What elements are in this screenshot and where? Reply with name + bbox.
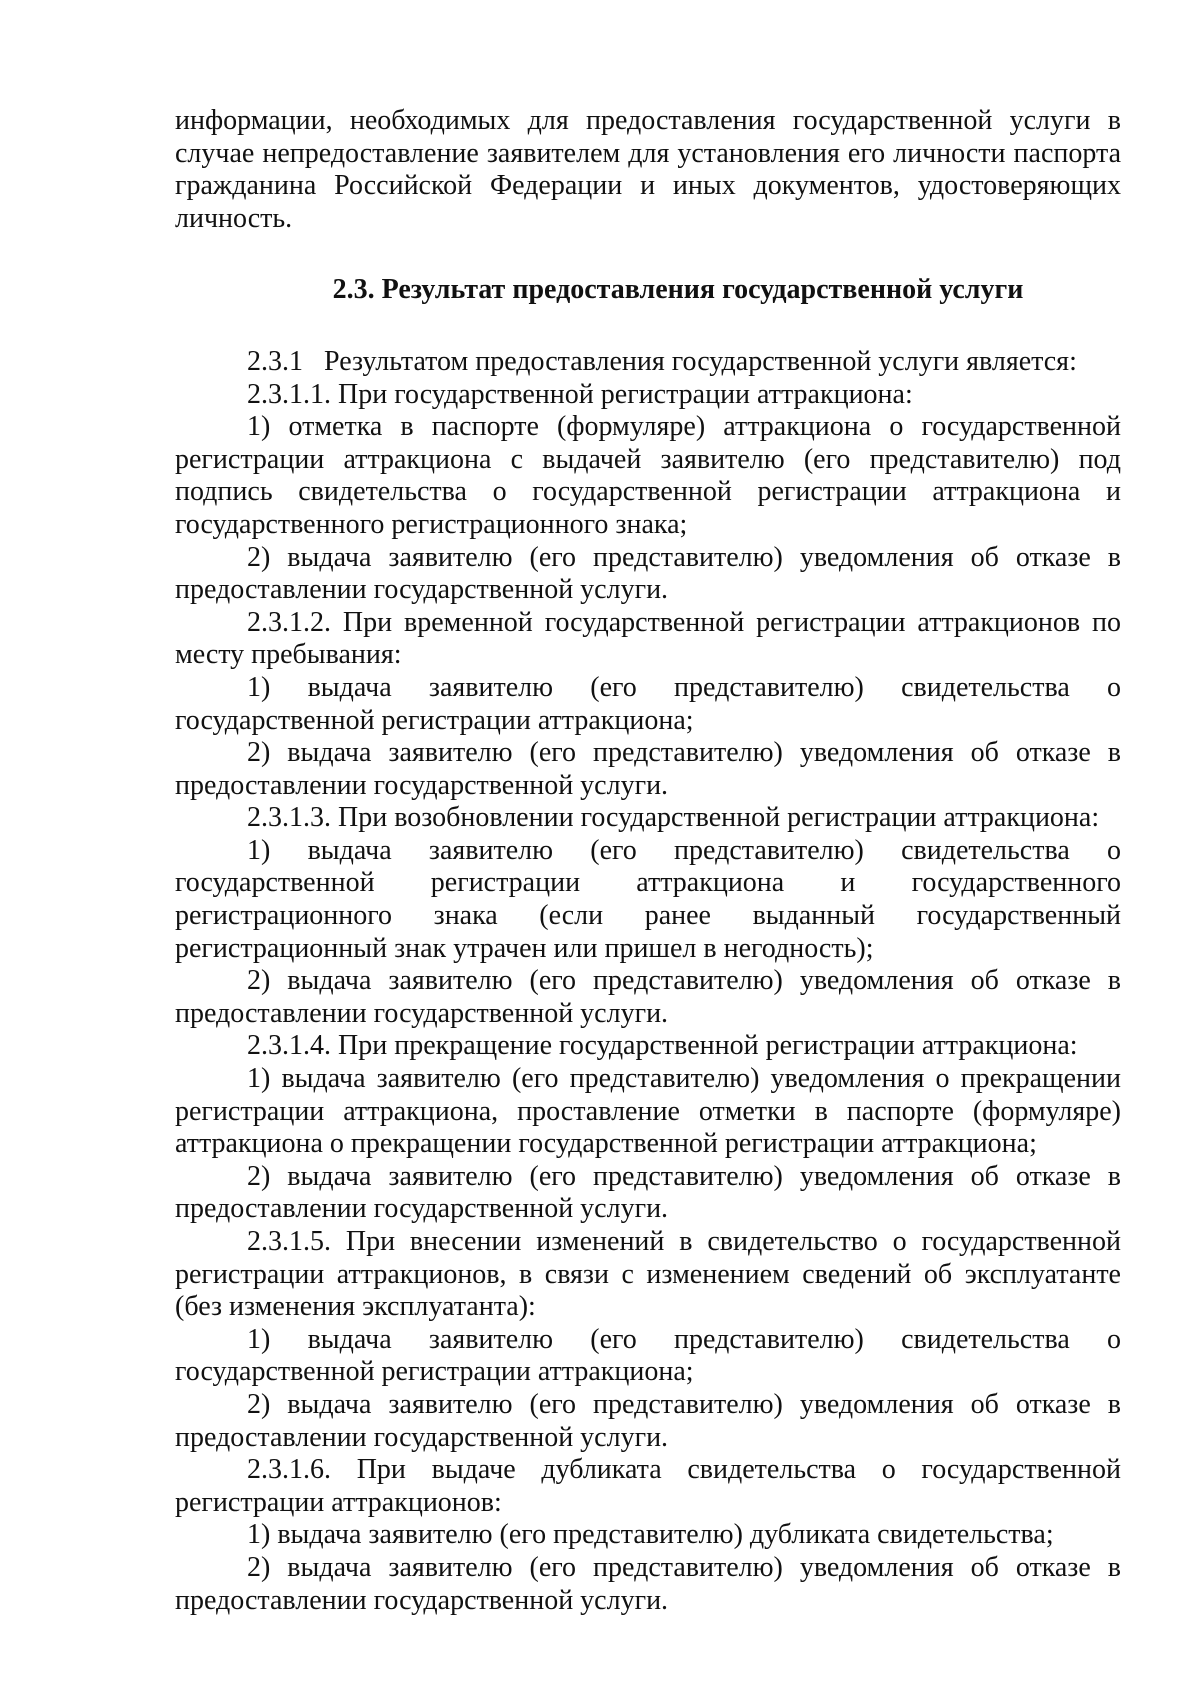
- paragraph-2-3-1-5: 2.3.1.5. При внесении изменений в свидетельство о государственной регистрации аттракционов, в связи с изменением сведений об эксплуатанте (без изменения эксплуатанта):: [175, 1226, 1121, 1323]
- list-item: 1) выдача заявителю (его представителю) свидетельства о государственной регистрации аттракциона и государственного регистрационного знака (если ранее выданный государственный регистрационный знак утрачен или пришел в негодность);: [175, 834, 1121, 964]
- list-item: 2) выдача заявителю (его представителю) уведомления об отказе в предоставлении государственной услуги.: [175, 1160, 1121, 1225]
- list-item: 2) выдача заявителю (его представителю) уведомления об отказе в предоставлении государственной услуги.: [175, 1388, 1121, 1453]
- list-item: 2) выдача заявителю (его представителю) уведомления об отказе в предоставлении государственной услуги.: [175, 965, 1121, 1029]
- list-item: 2) выдача заявителю (его представителю) уведомления об отказе в предоставлении государственной услуги.: [175, 1551, 1121, 1616]
- document-page: [175, 105, 1121, 1617]
- paragraph-2-3-1: 2.3.1 Результатом предоставления государственной услуги является:: [247, 345, 1077, 377]
- intro-paragraph: информации, необходимых для предоставления государственной услуги в случае непредоставление заявителем для установления его личности паспорта гражданина Российской Федерации и иных документов, удостоверяющих личность.: [175, 105, 1121, 234]
- section-heading: 2.3. Результат предоставления государственной услуги: [332, 274, 1024, 306]
- list-item: 2) выдача заявителю (его представителю) уведомления об отказе в предоставлении государственной услуги.: [175, 737, 1121, 801]
- list-item: 2) выдача заявителю (его представителю) уведомления об отказе в предоставлении государственной услуги.: [175, 541, 1121, 606]
- list-item: 1) выдача заявителю (его представителю) дубликата свидетельства;: [247, 1519, 1054, 1551]
- list-item: 1) выдача заявителю (его представителю) свидетельства о государственной регистрации аттракциона;: [175, 671, 1121, 736]
- list-item: 1) выдача заявителю (его представителю) уведомления о прекращении регистрации аттракциона, проставление отметки в паспорте (формуляре) аттракциона о прекращении государственной регистрации аттракциона;: [175, 1063, 1121, 1160]
- list-item: 1) отметка в паспорте (формуляре) аттракциона о государственной регистрации аттракциона с выдачей заявителю (его представителю) под подпись свидетельства о государственной регистрации аттракциона и государственного регистрационного знака;: [175, 411, 1121, 540]
- paragraph-2-3-1-2: 2.3.1.2. При временной государственной регистрации аттракционов по месту пребывания:: [175, 606, 1121, 671]
- paragraph-2-3-1-3: 2.3.1.3. При возобновлении государственной регистрации аттракциона:: [247, 802, 1100, 834]
- paragraph-2-3-1-4: 2.3.1.4. При прекращение государственной регистрации аттракциона:: [247, 1030, 1078, 1062]
- paragraph-2-3-1-6: 2.3.1.6. При выдаче дубликата свидетельства о государственной регистрации аттракционов:: [175, 1454, 1121, 1518]
- list-item: 1) выдача заявителю (его представителю) свидетельства о государственной регистрации аттракциона;: [175, 1323, 1121, 1388]
- paragraph-2-3-1-1: 2.3.1.1. При государственной регистрации аттракциона:: [247, 378, 913, 410]
